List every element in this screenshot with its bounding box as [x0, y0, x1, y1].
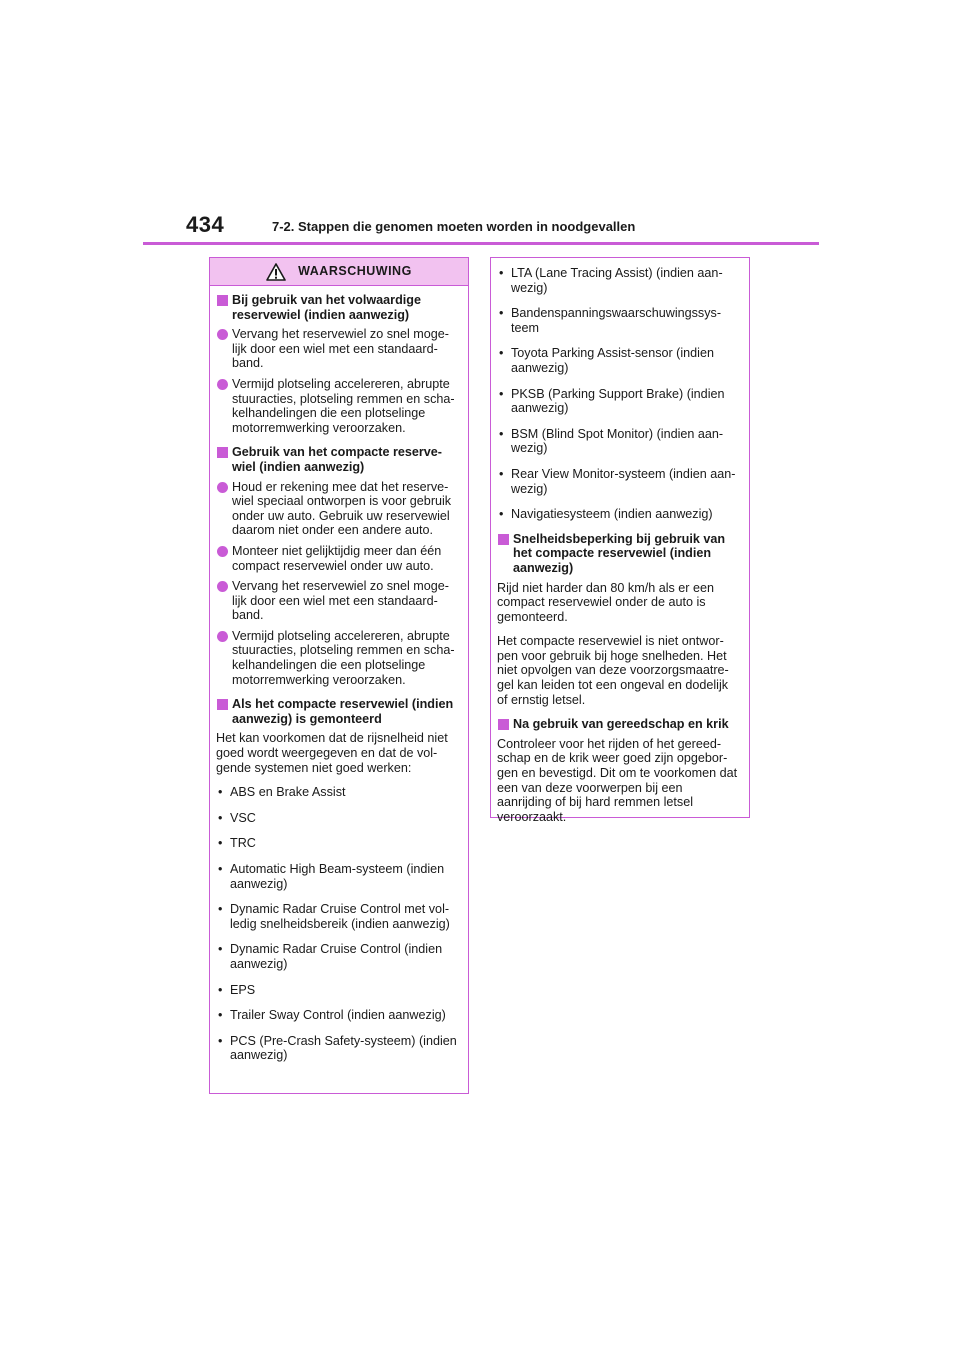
circle-bullet-item: Vermijd plotseling accelereren, abrupte stuuracties, plotseling remmen en scha-kelhandelingen die een plotselinge motorremwerking veroorzaken. [216, 377, 462, 435]
circle-bullet-icon [217, 482, 228, 493]
list-item: • Dynamic Radar Cruise Control (indien aanwezig) [218, 942, 443, 971]
list-item: • EPS [218, 982, 256, 997]
list-item: • Bandenspanningswaarschuwingssys-teem [499, 306, 722, 335]
square-bullet-icon [217, 447, 228, 458]
circle-bullet-icon [217, 631, 228, 642]
paragraph: Het kan voorkomen dat de rijsnelheid niet goed wordt weergegeven en dat de vol-gende systemen niet goed werken: [216, 731, 448, 775]
list-item: • PKSB (Parking Support Brake) (indien aanwezig) [499, 386, 725, 416]
paragraph: Controleer voor het rijden of het gereed-schap en de krik weer goed zijn opgebor-gen en bevestigd. Dit om te voorkomen dat een van deze voorwerpen bij een aanrijding of bij hard remmen letsel veroorzaakt. [497, 736, 738, 824]
list-item: • Navigatiesysteem (indien aanwezig) [499, 507, 713, 522]
list-item: • Dynamic Radar Cruise Control met vol-ledig snelheidsbereik (indien aanwezig) [218, 902, 450, 931]
list-item: • LTA (Lane Tracing Assist) (indien aan-wezig) [499, 266, 723, 295]
list-item: • Trailer Sway Control (indien aanwezig) [218, 1008, 446, 1023]
page-header [0, 0, 960, 250]
section-title: 7-2. Stappen die genomen moeten worden in noodgevallen [272, 219, 636, 234]
circle-bullet-item: Houd er rekening mee dat het reserve-wiel speciaal ontworpen is voor gebruik onder uw auto. Gebruik uw reservewiel daarom niet onder een andere auto. [216, 480, 462, 538]
circle-bullet-item: Monteer niet gelijktijdig meer dan één compact reservewiel onder uw auto. [216, 544, 462, 573]
square-bullet-icon [217, 295, 228, 306]
list-item: • Rear View Monitor-systeem (indien aan-wezig) [499, 466, 736, 496]
warning-box [209, 257, 469, 1094]
list-item: • TRC [218, 836, 256, 851]
warning-title: WAARSCHUWING [298, 264, 412, 279]
square-bullet-icon [498, 534, 509, 545]
circle-bullet-item: Vervang het reservewiel zo snel moge-lijk door een wiel met een standaard-band. [216, 327, 462, 371]
section-heading: Snelheidsbeperking bij gebruik van het compacte reservewiel (indien aanwezig) [497, 532, 739, 576]
circle-bullet-icon [217, 581, 228, 592]
list-item: • VSC [218, 810, 256, 825]
warning-triangle-icon [266, 263, 286, 281]
paragraph: Rijd niet harder dan 80 km/h als er een compact reservewiel onder de auto is gemonteerd. [497, 580, 715, 624]
circle-bullet-icon [217, 379, 228, 390]
paragraph: Het compacte reservewiel is niet ontwor-pen voor gebruik bij hoge snelheden. Het niet opvolgen van deze voorzorgsmaatre-gel kan leiden tot een ongeval en dodelijk of ernstig letsel. [497, 634, 729, 707]
section-heading: Bij gebruik van het volwaardige reservewiel (indien aanwezig) [216, 293, 462, 322]
list-item: • Automatic High Beam-systeem (indien aanwezig) [218, 862, 445, 891]
list-item: • ABS en Brake Assist [218, 785, 346, 800]
list-item: • Toyota Parking Assist-sensor (indien aanwezig) [499, 346, 714, 375]
warning-header [210, 258, 468, 286]
warning-continued-box [490, 257, 750, 824]
section-heading: Na gebruik van gereedschap en krik [497, 717, 739, 732]
square-bullet-icon [498, 719, 509, 730]
warning-content [210, 286, 468, 1063]
circle-bullet-item: Vervang het reservewiel zo snel moge-lijk door een wiel met een standaard-band. [216, 579, 462, 623]
square-bullet-icon [217, 699, 228, 710]
circle-bullet-item: Vermijd plotseling accelereren, abrupte stuuracties, plotseling remmen en scha-kelhandelingen die een plotselinge motorremwerking veroorzaken. [216, 629, 462, 687]
section-heading: Als het compacte reservewiel (indien aanwezig) is gemonteerd [216, 697, 462, 726]
list-item: • BSM (Blind Spot Monitor) (indien aan-wezig) [499, 426, 724, 456]
section-heading: Gebruik van het compacte reserve-wiel (indien aanwezig) [216, 445, 462, 474]
page-number: 434 [186, 212, 225, 237]
circle-bullet-icon [217, 546, 228, 557]
list-item: • PCS (Pre-Crash Safety-systeem) (indien aanwezig) [218, 1033, 457, 1063]
circle-bullet-icon [217, 329, 228, 340]
header-divider [143, 242, 819, 245]
